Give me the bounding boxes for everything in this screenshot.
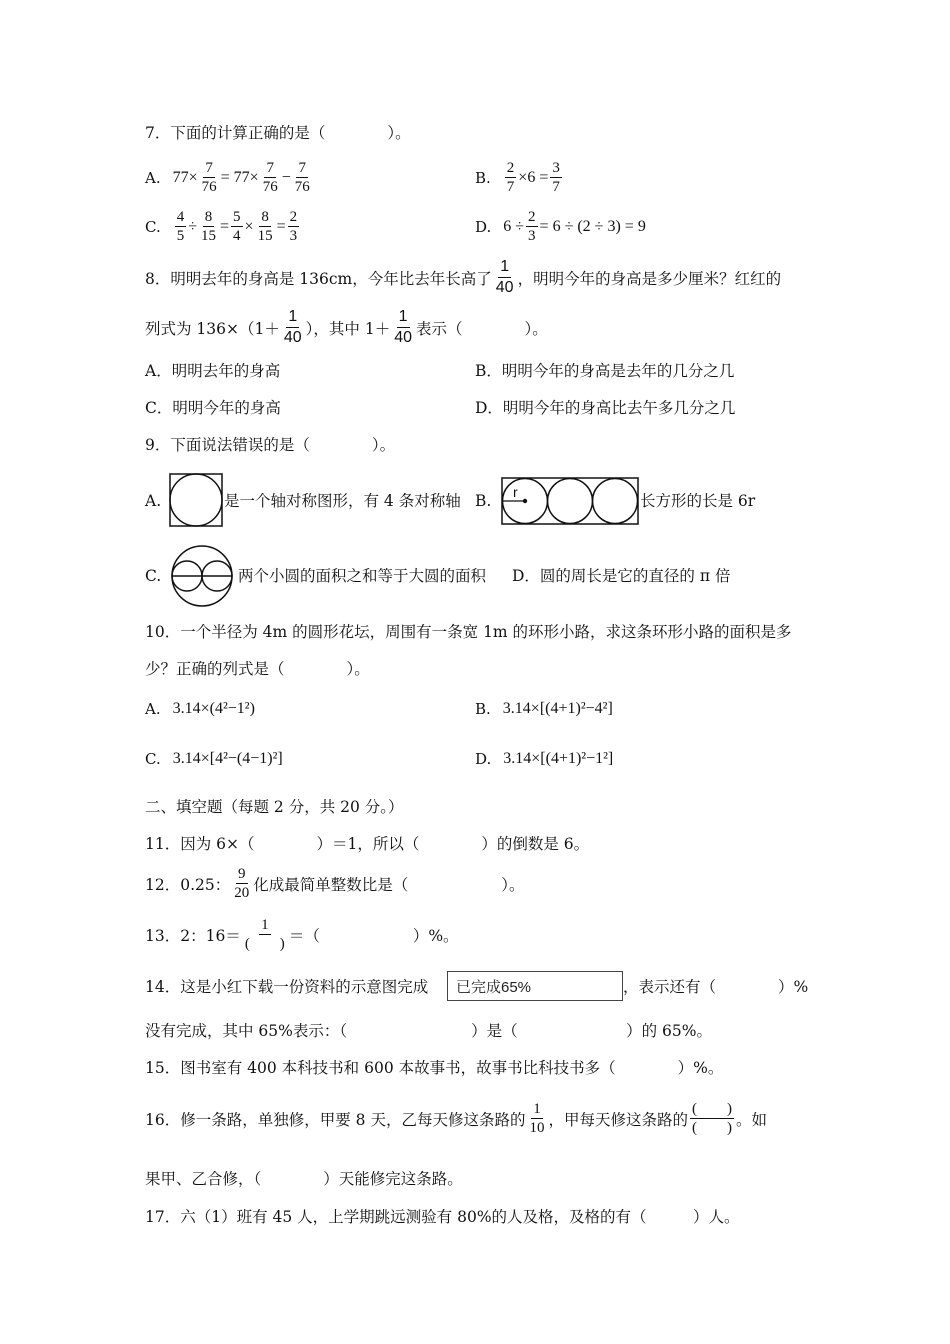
- option-label: A.: [145, 168, 161, 187]
- fraction: $\frac{1}{40}$: [495, 258, 514, 296]
- q14-stem-pre: 14．这是小红下载一份资料的示意图完成: [145, 978, 429, 996]
- q9-option-b-label[interactable]: B.: [475, 492, 492, 510]
- fraction: $\frac{1}{10}$: [529, 1101, 545, 1136]
- q10-option-d[interactable]: [475, 750, 613, 768]
- q13[interactable]: 13．2：16＝ $\frac{1}{( )}$ ＝（ ）%。: [145, 917, 459, 952]
- blank-fraction: $\frac{( )}{( )}$: [691, 1101, 732, 1136]
- q7-stem: 7．下面的计算正确的是（ ）。: [145, 124, 411, 142]
- fraction: $\frac{8}{15}$: [201, 209, 216, 244]
- fraction: $\frac{3}{7}$: [552, 160, 560, 195]
- q7-option-a[interactable]: A. 77× $\frac{7}{76}$ = 77× $\frac{7}{76}$ − $\frac{7}{76}$: [145, 160, 310, 195]
- q7-option-d[interactable]: D. 6 ÷ $\frac{2}{3}$ = 6 ÷ (2 ÷ 3) = 9: [475, 209, 646, 244]
- q15[interactable]: 15．图书室有 400 本科技书和 600 本故事书，故事书比科技书多（ ）%。: [145, 1059, 724, 1077]
- section-heading: 二、填空题（每题 2 分，共 20 分。）: [145, 798, 404, 816]
- fraction: $\frac{2}{3}$: [528, 209, 536, 244]
- q17[interactable]: 17．六（1）班有 45 人，上学期跳远测验有 80%的人及格，及格的有（ ）人。: [145, 1208, 740, 1226]
- q8-stem-line2: 列式为 136×（1＋ $\frac{1}{40}$ ），其中 1＋ $\frac{1}{40}$ 表示（ ）。: [145, 308, 548, 346]
- option-label: D.: [475, 750, 492, 768]
- fraction: $\frac{1}{( )}$: [244, 917, 285, 952]
- q10-option-a[interactable]: [145, 700, 255, 718]
- option-label: D.: [475, 217, 492, 236]
- option-label: B.: [475, 168, 491, 187]
- q9-option-c-label[interactable]: C.: [145, 567, 162, 585]
- option-formula: 3.14×[(4+1)²−1²]: [503, 750, 614, 767]
- q16-line2[interactable]: 果甲、乙合修，（ ）天能修完这条路。: [145, 1170, 463, 1188]
- q10-option-b[interactable]: [475, 700, 613, 718]
- fraction: $\frac{5}{4}$: [233, 209, 241, 244]
- fraction: $\frac{7}{76}$: [201, 160, 217, 195]
- option-label: B.: [475, 700, 491, 718]
- option-label: C.: [145, 750, 161, 768]
- fraction: $\frac{1}{40}$: [394, 308, 413, 346]
- progress-text: 已完成65%: [456, 979, 532, 996]
- option-formula: 3.14×[(4+1)²−4²]: [502, 700, 613, 717]
- q8-option-b[interactable]: B．明明今年的身高是去年的几分之几: [475, 362, 735, 380]
- q10-stem-line2: 少？正确的列式是（ ）。: [145, 660, 370, 678]
- option-formula: 3.14×(4²−1²): [172, 700, 255, 717]
- fraction: $\frac{9}{20}$: [234, 866, 250, 901]
- q8-option-a[interactable]: A．明明去年的身高: [145, 362, 281, 380]
- q12[interactable]: 12．0.25： $\frac{9}{20}$ 化成最简单整数比是（ ）。: [145, 866, 525, 901]
- square-circle-figure: [169, 473, 223, 527]
- fraction: $\frac{7}{76}$: [262, 160, 278, 195]
- download-progress-bar: [447, 971, 623, 1001]
- q9-option-c-text: 两个小圆的面积之和等于大圆的面积: [238, 567, 487, 585]
- option-formula: 3.14×[4²−(4−1)²]: [172, 750, 283, 767]
- q7-option-c[interactable]: C. $\frac{4}{5}$ ÷ $\frac{8}{15}$ = $\frac{5}{4}$ × $\frac{8}{15}$ = $\frac{2}{3}$: [145, 209, 298, 244]
- q14-stem-post: ，表示还有（ ）%: [623, 978, 809, 996]
- q8-stem-line1: 8．明明去年的身高是 136cm，今年比去年长高了 $\frac{1}{40}$ ，明明今年的身高是多少厘米？红红的: [145, 258, 782, 296]
- q9-option-d[interactable]: D．圆的周长是它的直径的 π 倍: [512, 567, 731, 585]
- q8-option-d[interactable]: D．明明今年的身高比去午多几分之几: [475, 399, 736, 417]
- q14-line2[interactable]: 没有完成，其中 65%表示：（ ）是（ ）的 65%。: [145, 1022, 713, 1040]
- q11[interactable]: 11．因为 6×（ ）＝1，所以（ ）的倒数是 6。: [145, 835, 590, 853]
- q7-option-b[interactable]: B. $\frac{2}{7}$ ×6 = $\frac{3}{7}$: [475, 160, 560, 195]
- fraction: $\frac{2}{3}$: [289, 209, 298, 244]
- fraction: $\frac{2}{7}$: [506, 160, 515, 195]
- fraction: $\frac{4}{5}$: [176, 209, 185, 244]
- q16-line1[interactable]: 16．修一条路，单独修，甲要 8 天，乙每天修这条路的 $\frac{1}{10}$ ，甲每天修这条路的 $\frac{( )}{( )}$ 。如: [145, 1101, 767, 1136]
- fraction: $\frac{7}{76}$: [294, 160, 310, 195]
- q9-stem: 9．下面说法错误的是（ ）。: [145, 436, 396, 454]
- q10-stem-line1: 10．一个半径为 4m 的圆形花坛，周围有一条宽 1m 的环形小路，求这条环形小路的面积是多: [145, 623, 792, 641]
- option-label: A.: [145, 700, 161, 718]
- q9-option-a-label[interactable]: A.: [145, 492, 162, 510]
- option-label: C.: [145, 217, 161, 236]
- q9-option-a-text: 是一个轴对称图形，有 4 条对称轴: [224, 492, 461, 510]
- big-circle-two-small-circles-figure: [168, 544, 236, 608]
- rectangle-three-circles-figure: [501, 477, 639, 525]
- q10-option-c[interactable]: [145, 750, 283, 768]
- fraction: $\frac{8}{15}$: [257, 209, 273, 244]
- q9-option-b-text: 长方形的长是 6r: [640, 492, 756, 510]
- fraction: $\frac{1}{40}$: [283, 308, 302, 346]
- radius-label: r: [513, 484, 518, 500]
- q8-option-c[interactable]: C．明明今年的身高: [145, 399, 281, 417]
